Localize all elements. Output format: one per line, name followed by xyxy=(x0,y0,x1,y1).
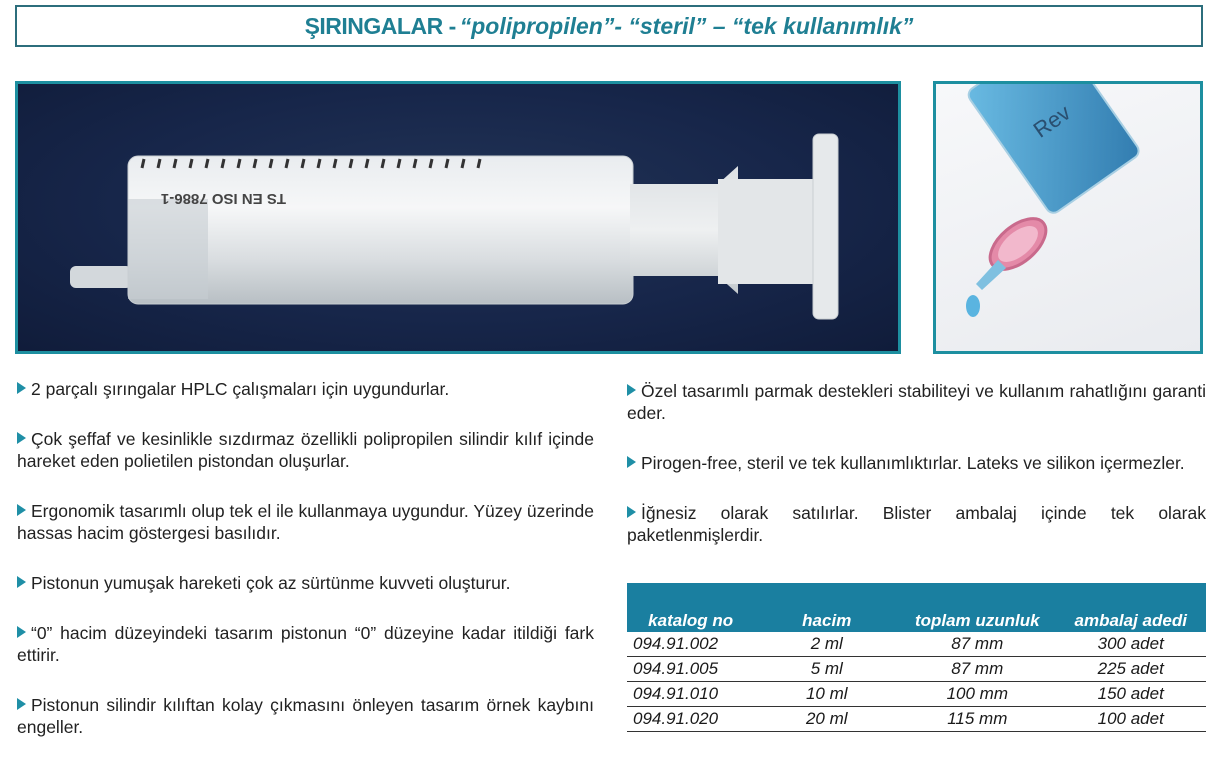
total-length: 87 mm xyxy=(899,632,1055,657)
table-row xyxy=(627,632,1206,657)
package-quantity: 225 adet xyxy=(1055,657,1206,682)
feature-item: Özel tasarımlı parmak destekleri stabiliteyi ve kullanım rahatlığını garanti eder. xyxy=(627,381,1206,423)
feature-item: Pistonun silindir kılıftan kolay çıkmasını önleyen tasarım örnek kaybını engeller. xyxy=(17,695,594,737)
total-length: 100 mm xyxy=(899,682,1055,707)
page-title xyxy=(15,5,1203,47)
feature-list-left xyxy=(17,378,594,766)
feature-item: Pirogen-free, steril ve tek kullanımlıktırlar. Lateks ve silikon içermezler. xyxy=(627,452,1206,474)
title-main: ŞIRINGALAR - xyxy=(304,12,456,39)
catalog-number: 094.91.010 xyxy=(627,682,754,707)
total-length: 87 mm xyxy=(899,657,1055,682)
table-row xyxy=(627,682,1206,707)
feature-item: 2 parçalı şırıngalar HPLC çalışmaları için uygundurlar. xyxy=(17,378,594,400)
arrow-bullet-icon xyxy=(17,382,26,394)
table-header-row xyxy=(627,583,1206,632)
arrow-bullet-icon xyxy=(17,432,26,444)
volume: 2 ml xyxy=(754,632,899,657)
syringe-filter-illustration xyxy=(936,84,1200,351)
column-header-length: toplam uzunluk xyxy=(899,583,1055,632)
column-header-package: ambalaj adedi xyxy=(1055,583,1206,632)
column-header-volume: hacim xyxy=(754,583,899,632)
filter-photo xyxy=(933,81,1203,354)
feature-item: İğnesiz olarak satılırlar. Blister ambalaj içinde tek olarak paketlenmişlerdir. xyxy=(627,503,1206,545)
table-row xyxy=(627,707,1206,732)
syringe-photo xyxy=(15,81,901,354)
arrow-bullet-icon xyxy=(17,504,26,516)
arrow-bullet-icon xyxy=(17,626,26,638)
title-subtitle: “polipropilen”- “steril” – “tek kullanımlık” xyxy=(459,12,914,39)
volume: 5 ml xyxy=(754,657,899,682)
package-quantity: 100 adet xyxy=(1055,707,1206,732)
syringe-illustration xyxy=(18,84,898,351)
feature-item: “0” hacim düzeyindeki tasarım pistonun “0” düzeyine kadar itildiği fark ettirir. xyxy=(17,623,594,665)
catalog-number: 094.91.005 xyxy=(627,657,754,682)
table-row xyxy=(627,657,1206,682)
arrow-bullet-icon xyxy=(627,456,636,468)
arrow-bullet-icon xyxy=(627,384,636,396)
volume: 20 ml xyxy=(754,707,899,732)
arrow-bullet-icon xyxy=(17,698,26,710)
feature-list-right xyxy=(627,380,1206,574)
syringe-side-label: Rev xyxy=(1028,99,1076,143)
column-header-catalog: katalog no xyxy=(627,583,754,632)
package-quantity: 300 adet xyxy=(1055,632,1206,657)
specification-table xyxy=(627,583,1206,732)
feature-item: Pistonun yumuşak hareketi çok az sürtünme kuvveti oluşturur. xyxy=(17,572,594,594)
package-quantity: 150 adet xyxy=(1055,682,1206,707)
arrow-bullet-icon xyxy=(627,506,636,518)
catalog-number: 094.91.002 xyxy=(627,632,754,657)
volume: 10 ml xyxy=(754,682,899,707)
catalog-number: 094.91.020 xyxy=(627,707,754,732)
feature-item: Çok şeffaf ve kesinlikle sızdırmaz özellikli polipropilen silindir kılıf içinde hareket eden polietilen pistondan oluşurlar. xyxy=(17,429,594,471)
arrow-bullet-icon xyxy=(17,576,26,588)
syringe-marking: TS EN ISO 7886-1 xyxy=(160,190,286,207)
total-length: 115 mm xyxy=(899,707,1055,732)
feature-item: Ergonomik tasarımlı olup tek el ile kullanmaya uygundur. Yüzey üzerinde hassas hacim göstergesi basılıdır. xyxy=(17,501,594,543)
